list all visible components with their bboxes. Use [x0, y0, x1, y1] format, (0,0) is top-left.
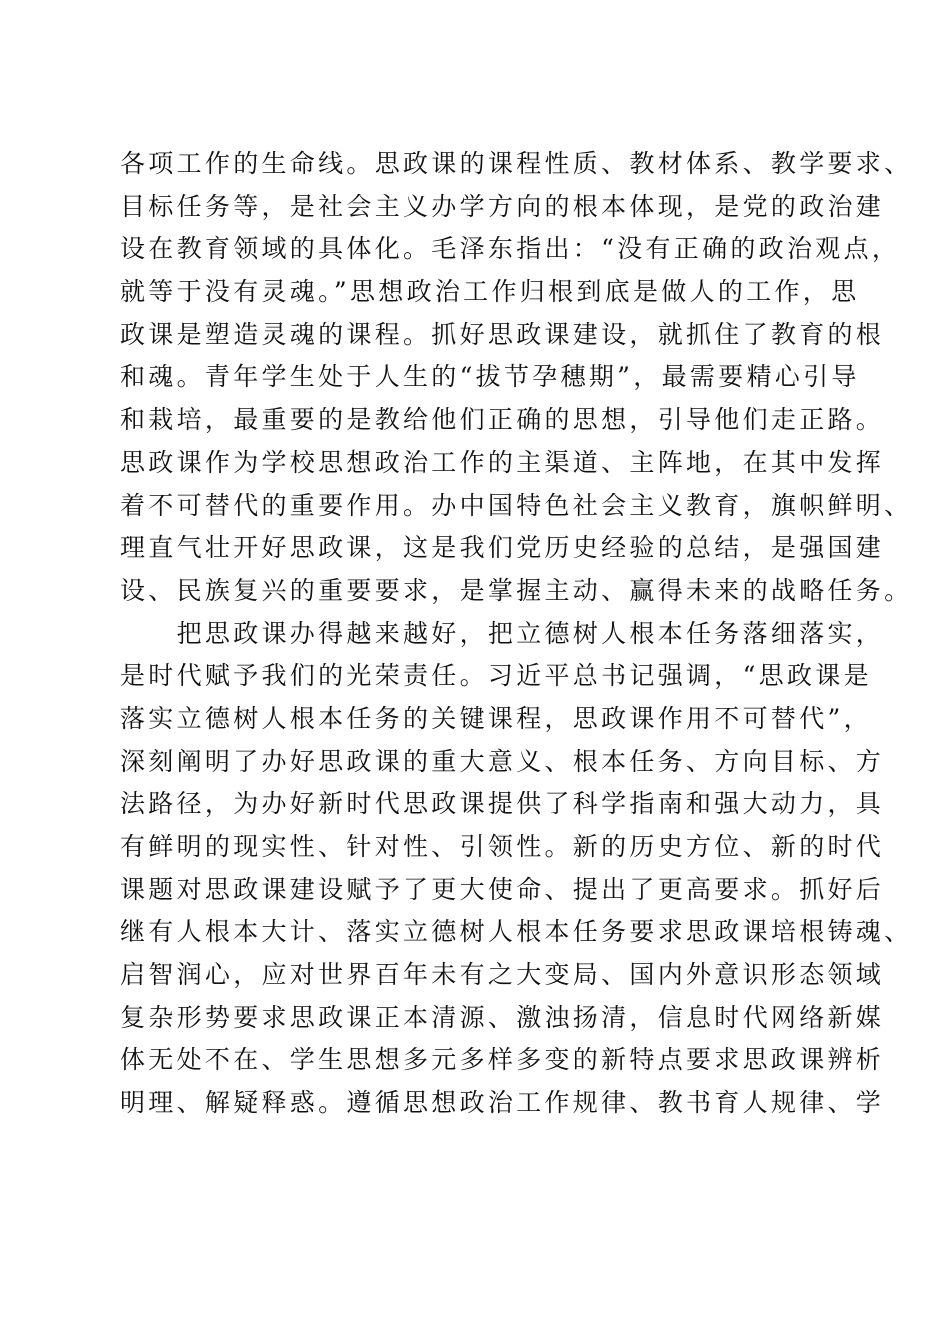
body-text [120, 143, 913, 1125]
text-line: 思政课作为学校思想政治工作的主渠道、主阵地，在其中发挥 [120, 447, 885, 477]
text-line: 法路径，为办好新时代思政课提供了科学指南和强大动力，具 [120, 789, 885, 819]
text-line: 设在教育领域的具体化。毛泽东指出：“没有正确的政治观点， [120, 234, 901, 264]
text-line: 和栽培，最重要的是教给他们正确的思想，引导他们走正路。 [120, 405, 885, 435]
text-line: 课题对思政课建设赋予了更大使命、提出了更高要求。抓好后 [120, 874, 885, 904]
text-line: 和魂。青年学生处于人生的“拔节孕穗期”，最需要精心引导 [120, 362, 860, 392]
text-line: 深刻阐明了办好思政课的重大意义、根本任务、方向目标、方 [120, 746, 885, 776]
text-line: 明理、解疑释惑。遵循思想政治工作规律、教书育人规律、学 [120, 1088, 885, 1118]
text-line: 是时代赋予我们的光荣责任。习近平总书记强调，“思政课是 [120, 661, 872, 691]
text-line: 继有人根本大计、落实立德树人根本任务要求思政课培根铸魂、 [120, 917, 913, 947]
text-line: 落实立德树人根本任务的关键课程，思政课作用不可替代”， [120, 703, 872, 733]
text-line: 理直气壮开好思政课，这是我们党历史经验的总结，是强国建 [120, 533, 885, 563]
text-line: 各项工作的生命线。思政课的课程性质、教材体系、教学要求、 [120, 149, 913, 178]
text-line: 有鲜明的现实性、针对性、引领性。新的历史方位、新的时代 [120, 832, 885, 861]
text-line: 目标任务等，是社会主义办学方向的根本体现，是党的政治建 [120, 191, 885, 221]
text-line: 把思政课办得越来越好，把立德树人根本任务落细落实， [120, 618, 885, 648]
text-line: 体无处不在、学生思想多元多样多变的新特点要求思政课辨析 [120, 1045, 885, 1075]
text-line: 设、民族复兴的重要要求，是掌握主动、赢得未来的战略任务。 [120, 575, 913, 605]
text-line: 政课是塑造灵魂的课程。抓好思政课建设，就抓住了教育的根 [120, 319, 885, 349]
text-line: 着不可替代的重要作用。办中国特色社会主义教育，旗帜鲜明、 [120, 490, 913, 520]
text-line: 启智润心，应对世界百年未有之大变局、国内外意识形态领域 [120, 960, 885, 990]
text-line: 复杂形势要求思政课正本清源、激浊扬清，信息时代网络新媒 [120, 1002, 885, 1032]
text-line: 就等于没有灵魂。”思想政治工作归根到底是做人的工作，思 [120, 277, 860, 307]
